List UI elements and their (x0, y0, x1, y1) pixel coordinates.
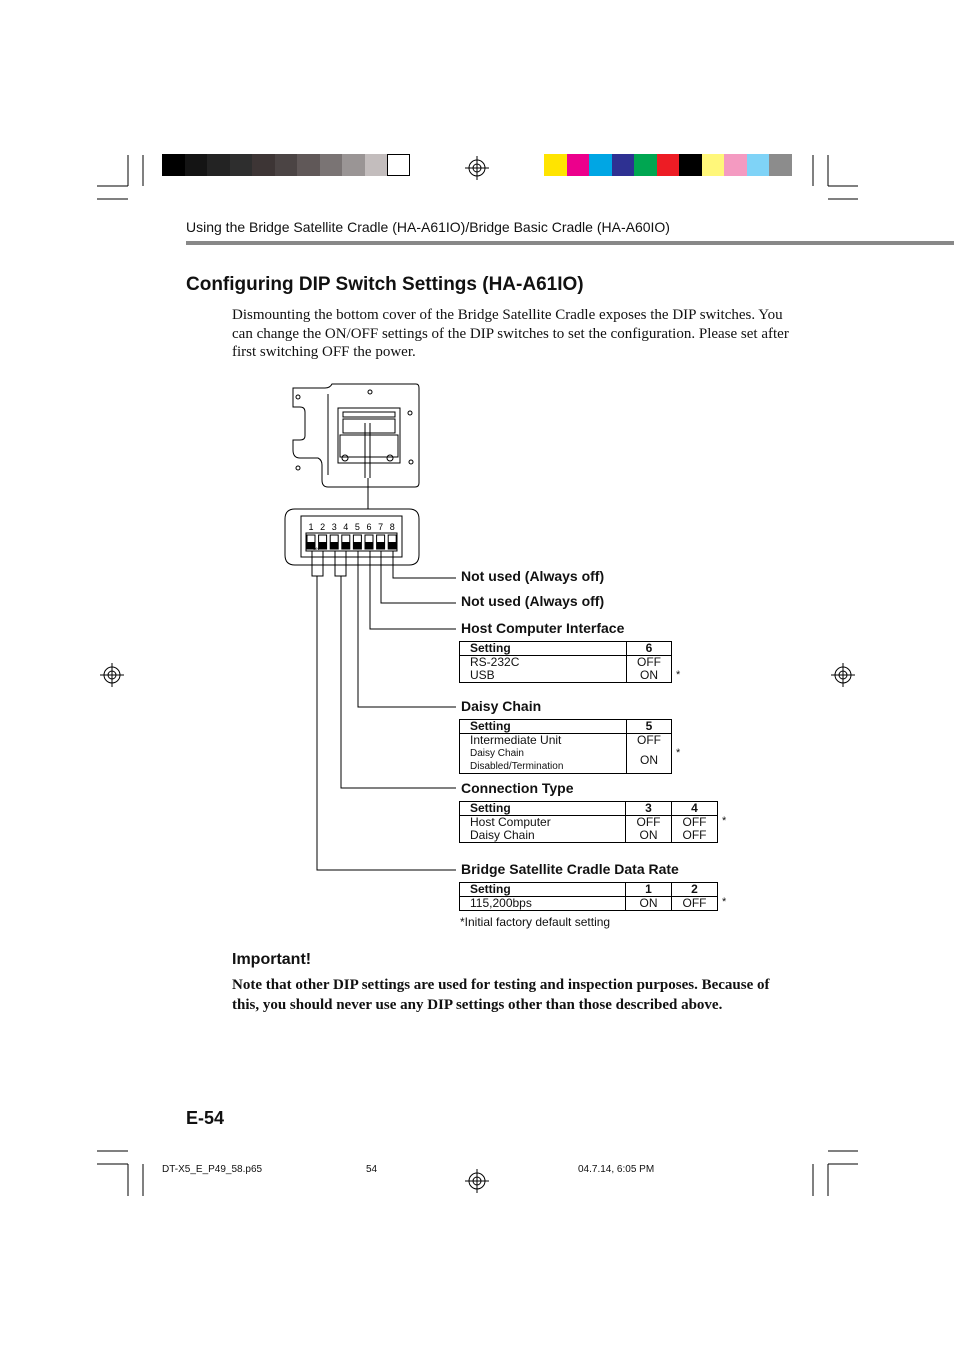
table-cell: Daisy Chain (460, 829, 626, 843)
intro-paragraph: Dismounting the bottom cover of the Bridge Satellite Cradle exposes the DIP switches. You can change the ON/OFF settings of the DIP switches to set the configuration. Please set after first switching OFF the power. (232, 307, 789, 360)
color-swatch (297, 154, 320, 176)
table-cell: OFF (626, 816, 672, 830)
switch-number: 4 (343, 522, 349, 532)
dip-switch-knob (342, 542, 350, 549)
color-swatch (702, 154, 725, 176)
table-cell: ON (627, 669, 672, 683)
table-cell: RS-232C (460, 656, 627, 670)
table-header: 2 (672, 883, 718, 897)
dip-switch-knob (388, 542, 396, 549)
dip-switch-knob (365, 542, 373, 549)
color-swatch (207, 154, 230, 176)
table-header: 5 (627, 720, 672, 734)
grayscale-calibration-bar (162, 154, 410, 176)
table-header: 3 (626, 802, 672, 816)
label-host-interface: Host Computer Interface (461, 620, 625, 636)
dip-switch-knob (377, 542, 385, 549)
registration-mark-left (100, 663, 124, 687)
footer-page: 54 (366, 1164, 378, 1175)
color-swatch (657, 154, 680, 176)
table-cell: Intermediate Unit (460, 734, 627, 748)
color-swatch (230, 154, 253, 176)
important-note: Note that other DIP settings are used for testing and inspection purposes. Because of this, you should never use any DIP settings other than those described above. (232, 977, 770, 1013)
table-header: Setting (460, 720, 627, 734)
default-mark: * (676, 669, 681, 681)
dip-switch-knob (353, 542, 361, 549)
default-mark: * (722, 815, 727, 827)
table-cell: OFF (627, 734, 672, 748)
color-swatch (185, 154, 208, 176)
color-swatch (769, 154, 792, 176)
page-number: E-54 (186, 1108, 225, 1128)
table-header: Setting (460, 642, 627, 656)
table-cell: ON (626, 897, 672, 911)
data-rate-table (459, 882, 718, 911)
table-cell: OFF (672, 816, 718, 830)
switch-number: 1 (308, 522, 314, 532)
leader-lines (312, 551, 456, 870)
registration-mark-right (831, 663, 855, 687)
color-swatch (567, 154, 590, 176)
switch-number: 3 (331, 522, 337, 532)
color-swatch (679, 154, 702, 176)
dip-switch-knob (319, 542, 327, 549)
dip-switch-knob (330, 542, 338, 549)
color-swatch (320, 154, 343, 176)
color-calibration-bar (544, 154, 792, 176)
footnote: *Initial factory default setting (460, 915, 611, 929)
label-switch-8: Not used (Always off) (461, 568, 605, 584)
color-swatch (544, 154, 567, 176)
table-cell: OFF (627, 656, 672, 670)
running-header: Using the Bridge Satellite Cradle (HA-A61IO)/Bridge Basic Cradle (HA-A60IO) (186, 219, 670, 235)
color-swatch (342, 154, 365, 176)
header-rule (186, 241, 954, 245)
dip-switch-block (285, 509, 419, 565)
color-swatch (747, 154, 770, 176)
color-swatch (634, 154, 657, 176)
switch-number: 8 (389, 522, 395, 532)
section-title: Configuring DIP Switch Settings (HA-A61IO) (186, 274, 584, 295)
switch-number: 6 (366, 522, 372, 532)
registration-mark-bottom (465, 1169, 489, 1193)
table-cell: Host Computer (460, 816, 626, 830)
color-swatch (252, 154, 275, 176)
table-cell: ON (627, 747, 672, 774)
switch-number: 2 (320, 522, 326, 532)
color-swatch (275, 154, 298, 176)
table-header: 6 (627, 642, 672, 656)
table-header: Setting (460, 883, 626, 897)
registration-mark-top (465, 156, 489, 180)
table-cell: ON (626, 829, 672, 843)
default-mark: * (722, 896, 727, 908)
table-header: 1 (626, 883, 672, 897)
table-cell: 115,200bps (460, 897, 626, 911)
connection-type-table (459, 801, 718, 843)
on-label: ON (313, 546, 319, 551)
footer-date: 04.7.14, 6:05 PM (578, 1164, 655, 1175)
label-connection-type: Connection Type (461, 780, 574, 796)
host-interface-table (459, 641, 672, 683)
footer-filename: DT-X5_E_P49_58.p65 (162, 1164, 263, 1175)
color-swatch (612, 154, 635, 176)
color-swatch (162, 154, 185, 176)
label-daisy-chain: Daisy Chain (461, 698, 542, 714)
daisy-chain-table (459, 719, 672, 774)
table-cell: Daisy Chain Disabled/Termination (460, 747, 627, 774)
color-swatch (724, 154, 747, 176)
color-swatch (589, 154, 612, 176)
switch-number: 5 (354, 522, 360, 532)
table-header: 4 (672, 802, 718, 816)
color-swatch (387, 154, 410, 176)
color-swatch (365, 154, 388, 176)
table-cell: OFF (672, 897, 718, 911)
default-mark: * (676, 747, 681, 759)
important-heading: Important! (232, 951, 312, 968)
cradle-bottom-illustration (293, 384, 419, 509)
dip-switches (307, 522, 396, 551)
table-header: Setting (460, 802, 626, 816)
switch-number: 7 (378, 522, 384, 532)
label-data-rate: Bridge Satellite Cradle Data Rate (461, 861, 679, 877)
table-cell: USB (460, 669, 627, 683)
label-switch-7: Not used (Always off) (461, 593, 605, 609)
table-cell: OFF (672, 829, 718, 843)
